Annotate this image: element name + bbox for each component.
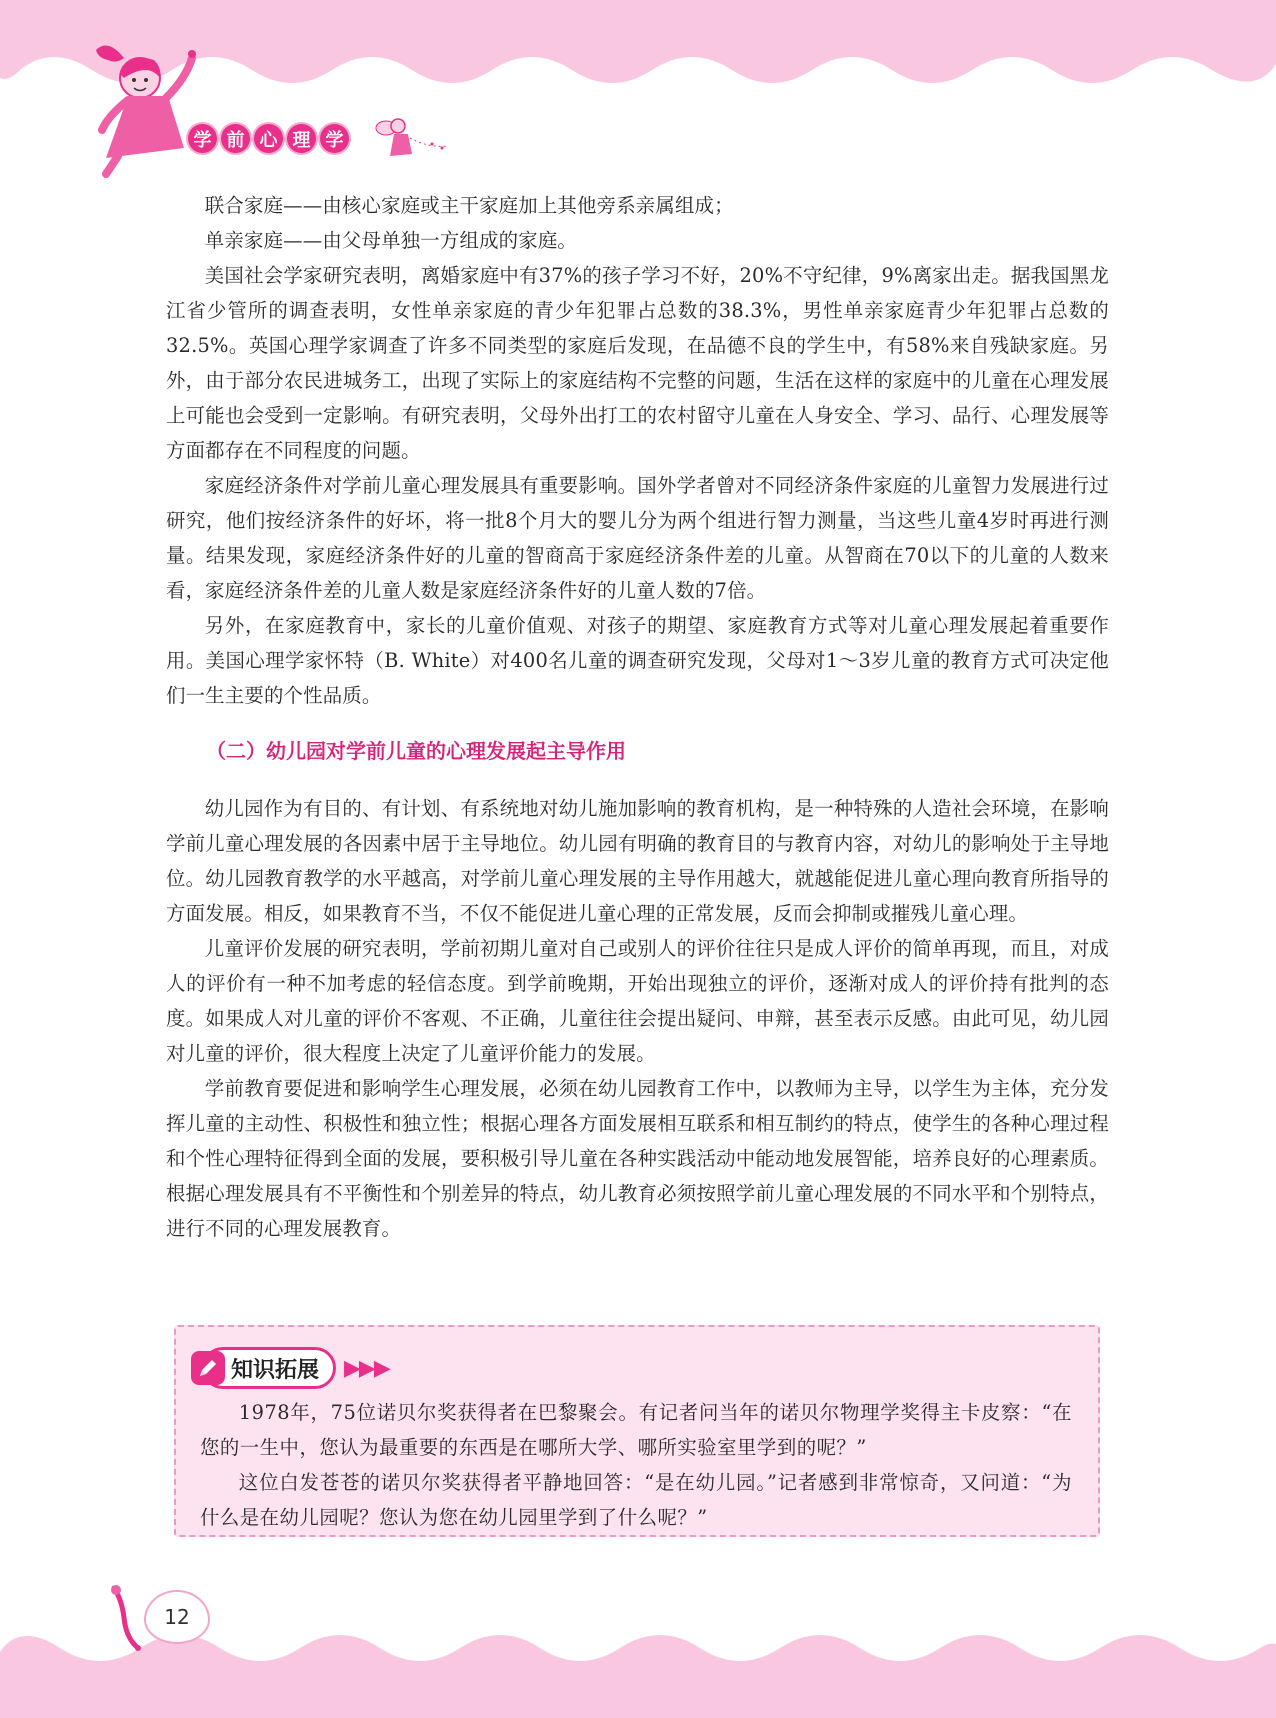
knowledge-box-label xyxy=(202,1347,336,1389)
body-paragraph: 联合家庭——由核心家庭或主干家庭加上其他旁系亲属组成； xyxy=(204,194,734,217)
body-paragraph: 单亲家庭——由父母单独一方组成的家庭。 xyxy=(204,229,578,252)
book-title-char: 理 xyxy=(287,124,316,153)
footer-girl-icon xyxy=(108,1582,148,1654)
knowledge-paragraph: 这位白发苍苍的诺贝尔奖获得者平静地回答：“是在幼儿园。”记者感到非常惊奇，又问道：“为什么是在幼儿园呢？您认为您在幼儿园里学到了什么呢？” xyxy=(200,1471,1072,1529)
book-title-char: 心 xyxy=(254,124,283,153)
book-title-char: 前 xyxy=(221,124,250,153)
body-paragraph: 学前教育要促进和影响学生心理发展，必须在幼儿园教育工作中，以教师为主导，以学生为主体，充分发挥儿童的主动性、积极性和独立性；根据心理各方面发展相互联系和相互制约的特点，使学生的各种心理过程和个性心理特征得到全面的发展，要积极引导儿童在各种实践活动中能动地发展智能，培养良好的心理素质。根据心理发展具有不平衡性和个别差异的特点，幼儿教育必须按照学前儿童心理发展的不同水平和个别特点，进行不同的心理发展教育。 xyxy=(166,1077,1109,1240)
body-paragraph: 另外，在家庭教育中，家长的儿童价值观、对孩子的期望、家庭教育方式等对儿童心理发展起着重要作用。美国心理学家怀特（B. White）对400名儿童的调查研究发现，父母对1～3岁儿童的教育方式可决定他们一生主要的个性品质。 xyxy=(166,614,1109,707)
girl-mascot-icon xyxy=(88,38,208,178)
body-paragraph: 美国社会学家研究表明，离婚家庭中有37%的孩子学习不好，20%不守纪律，9%离家出走。据我国黑龙江省少管所的调查表明，女性单亲家庭的青少年犯罪占总数的38.3%，男性单亲家庭青少年犯罪占总数的32.5%。英国心理学家调查了许多不同类型的家庭后发现，在品德不良的学生中，有58%来自残缺家庭。另外，由于部分农民进城务工，出现了实际上的家庭结构不完整的问题，生活在这样的家庭中的儿童在心理发展上可能也会受到一定影响。有研究表明，父母外出打工的农村留守儿童在人身安全、学习、品行、心理发展等方面都存在不同程度的问题。 xyxy=(166,264,1109,462)
section-heading: （二）幼儿园对学前儿童的心理发展起主导作用 xyxy=(206,739,626,763)
fairy-icon xyxy=(372,112,452,164)
book-title xyxy=(188,124,349,153)
book-title-char: 学 xyxy=(188,124,217,153)
triple-arrow-icon: ▶▶▶ xyxy=(344,1355,389,1381)
page-number-area xyxy=(108,1582,208,1654)
page-number: 12 xyxy=(144,1590,210,1644)
body-paragraph: 家庭经济条件对学前儿童心理发展具有重要影响。国外学者曾对不同经济条件家庭的儿童智力发展进行过研究，他们按经济条件的好坏，将一批8个月大的婴儿分为两个组进行智力测量，当这些儿童4岁时再进行测量。结果发现，家庭经济条件好的儿童的智商高于家庭经济条件差的儿童。从智商在70以下的儿童的人数来看，家庭经济条件差的儿童人数是家庭经济条件好的儿童人数的7倍。 xyxy=(166,474,1109,602)
pencil-icon xyxy=(191,1351,225,1385)
knowledge-box-title: 知识拓展 xyxy=(231,1357,320,1383)
main-content xyxy=(166,188,1109,1246)
book-title-char: 学 xyxy=(320,124,349,153)
knowledge-paragraph: 1978年，75位诺贝尔奖获得者在巴黎聚会。有记者问当年的诺贝尔物理学奖得主卡皮察：“在您的一生中，您认为最重要的东西是在哪所大学、哪所实验室里学到的呢？” xyxy=(200,1401,1072,1459)
body-paragraph: 儿童评价发展的研究表明，学前初期儿童对自己或别人的评价往往只是成人评价的简单再现，而且，对成人的评价有一种不加考虑的轻信态度。到学前晚期，开始出现独立的评价，逐渐对成人的评价持有批判的态度。如果成人对儿童的评价不客观、不正确，儿童往往会提出疑问、申辩，甚至表示反感。由此可见，幼儿园对儿童的评价，很大程度上决定了儿童评价能力的发展。 xyxy=(166,937,1109,1065)
knowledge-box-text xyxy=(200,1395,1072,1535)
knowledge-extension-box xyxy=(174,1325,1100,1537)
body-paragraph: 幼儿园作为有目的、有计划、有系统地对幼儿施加影响的教育机构，是一种特殊的人造社会环境，在影响学前儿童心理发展的各因素中居于主导地位。幼儿园有明确的教育目的与教育内容，对幼儿的影响处于主导地位。幼儿园教育教学的水平越高，对学前儿童心理发展的主导作用越大，就越能促进儿童心理向教育所指导的方面发展。相反，如果教育不当，不仅不能促进儿童心理的正常发展，反而会抑制或摧残儿童心理。 xyxy=(166,797,1109,925)
knowledge-box-header xyxy=(202,1347,389,1389)
